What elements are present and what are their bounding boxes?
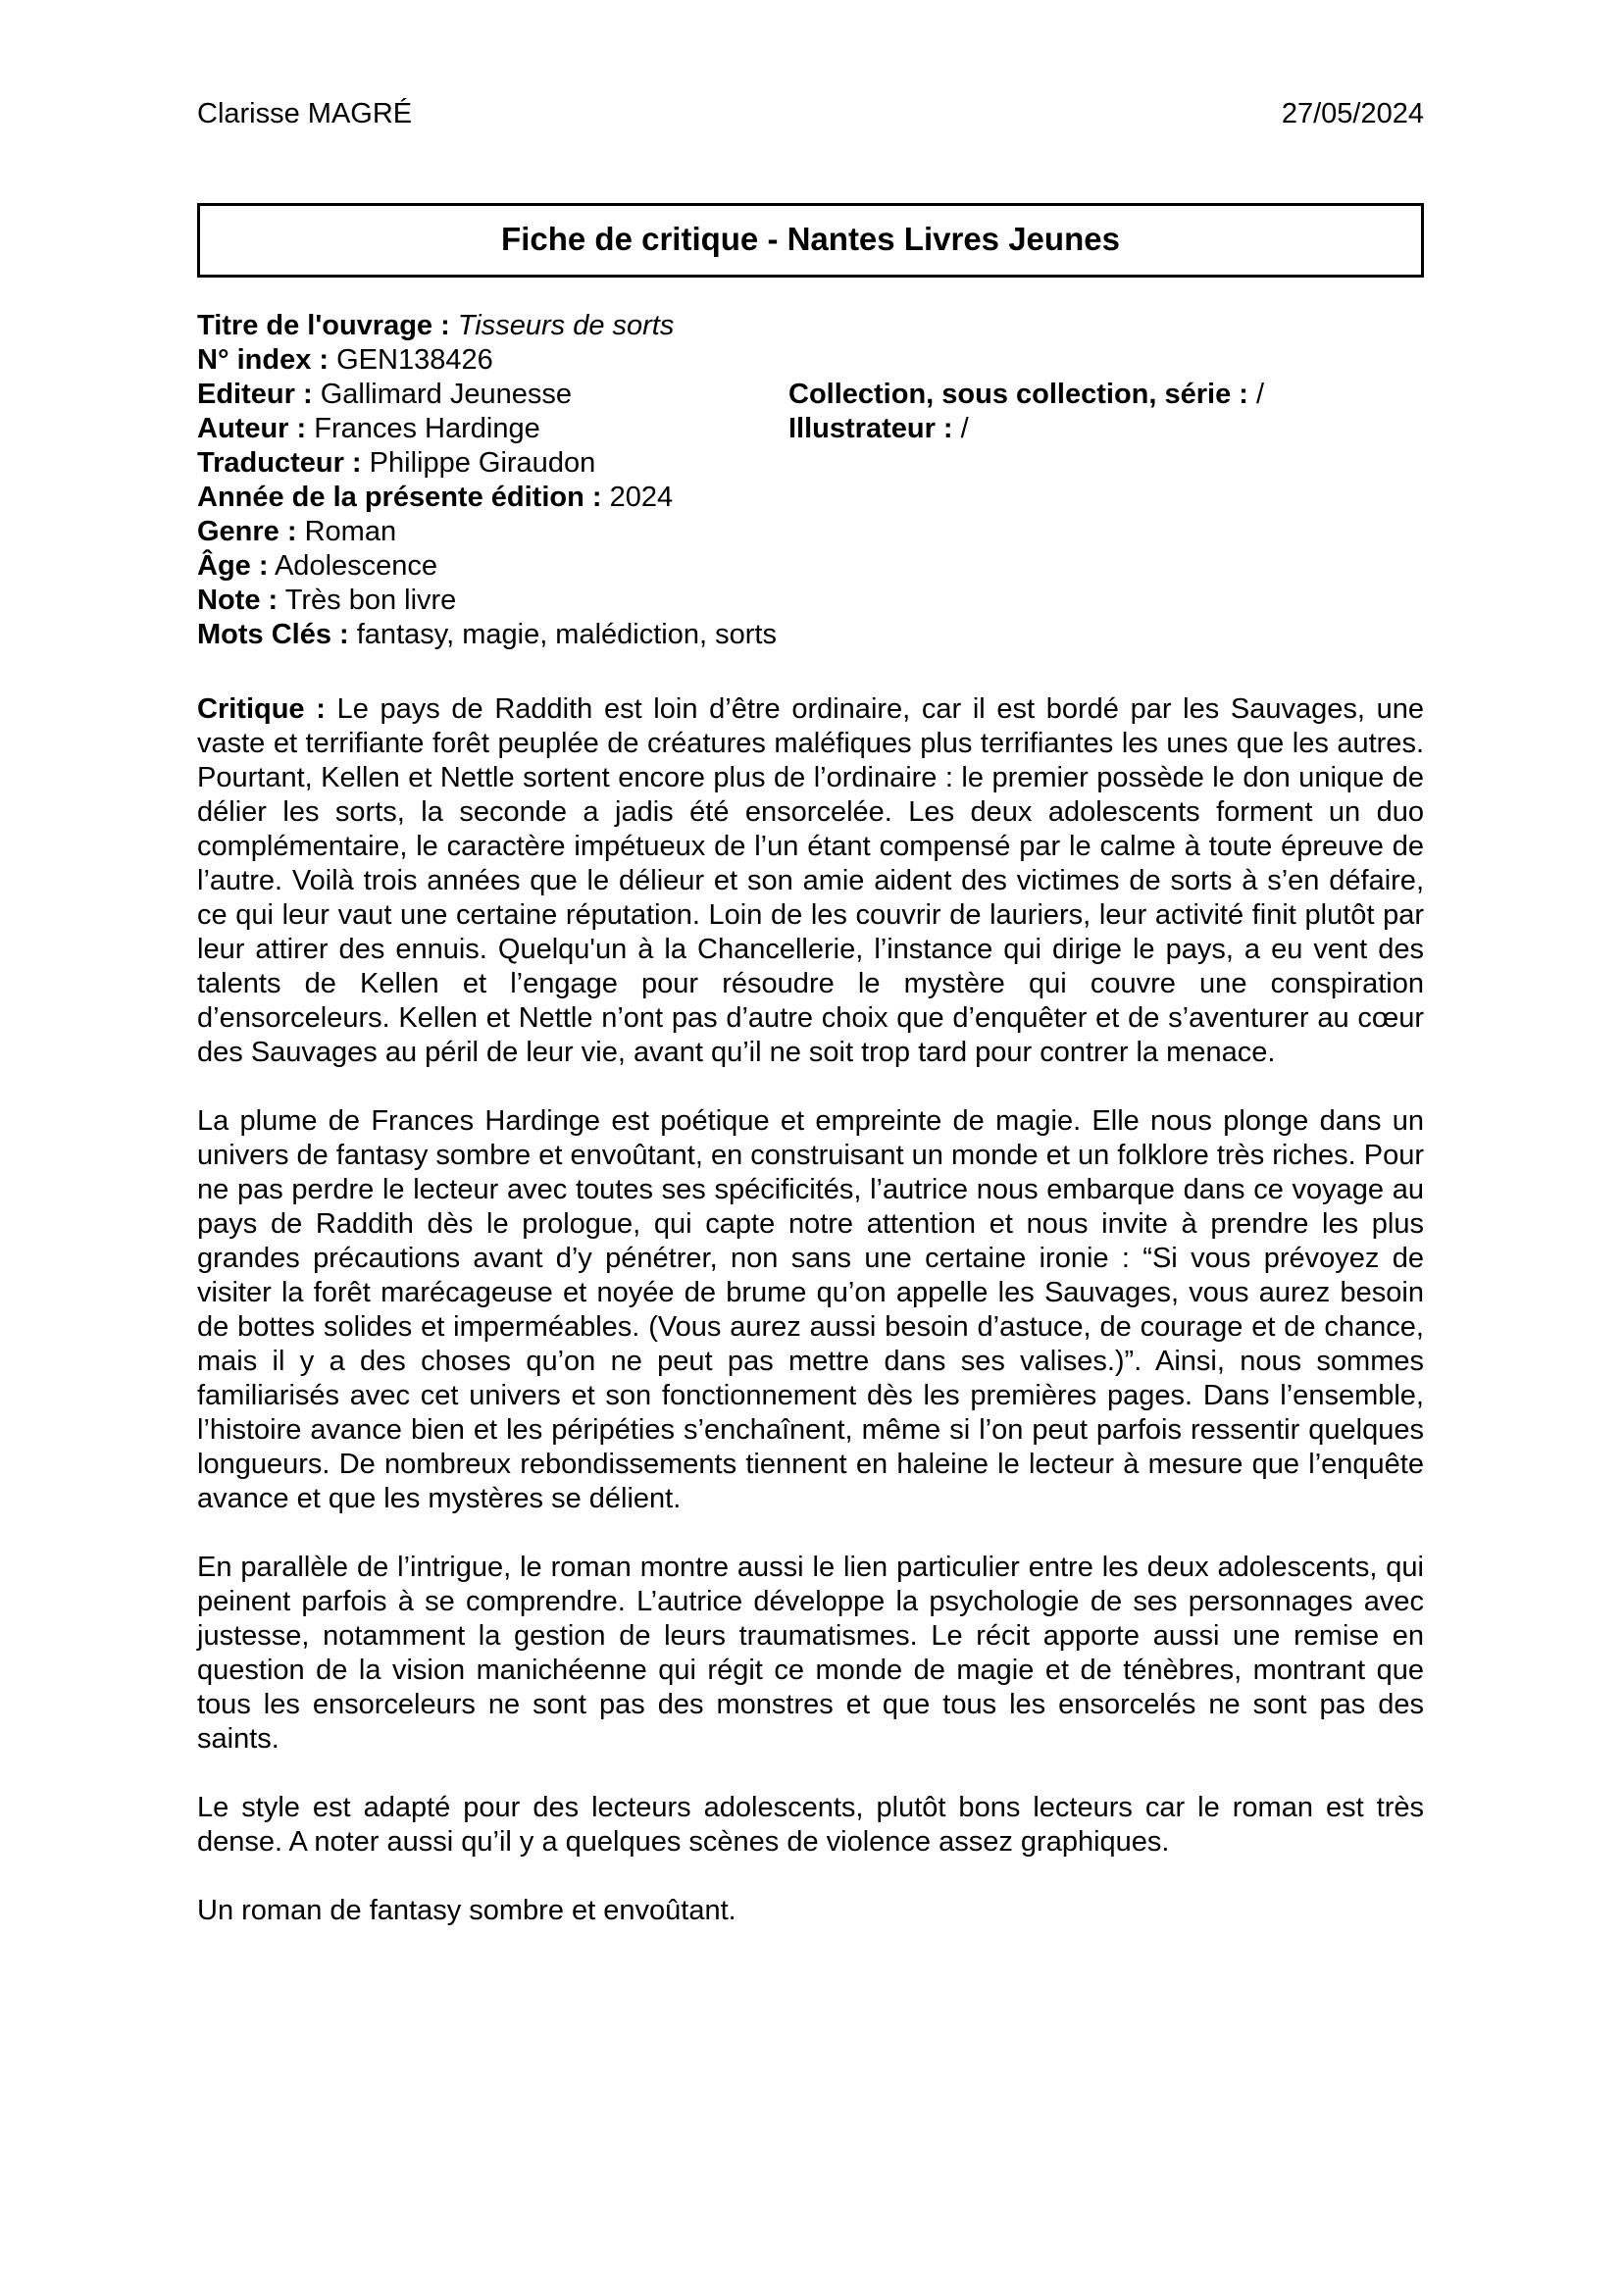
- meta-value-keywords: fantasy, magie, malédiction, sorts: [356, 619, 777, 650]
- meta-label-illustrator: Illustrateur :: [788, 413, 953, 444]
- critique-label: Critique :: [197, 693, 326, 725]
- meta-label-index: N° index :: [197, 344, 330, 376]
- title-box: [197, 203, 1424, 278]
- critique-paragraph: [197, 692, 1424, 1070]
- critique-paragraph: Le style est adapté pour des lecteurs adolescents, plutôt bons lecteurs car le roman est très dense. A noter aussi qu’il y a quelques scènes de violence assez graphiques.: [197, 1792, 1424, 1858]
- meta-value-genre: Roman: [304, 516, 397, 547]
- author-name: Clarisse MAGRÉ: [197, 98, 413, 129]
- meta-row-rating: [197, 584, 1424, 618]
- meta-label-translator: Traducteur :: [197, 447, 362, 479]
- meta-label-author: Auteur :: [197, 413, 307, 444]
- meta-row-keywords: [197, 618, 1424, 652]
- meta-value-collection: /: [1256, 379, 1265, 410]
- meta-row-title: [197, 309, 1424, 343]
- meta-value-rating: Très bon livre: [284, 585, 457, 616]
- meta-value-illustrator: /: [960, 413, 969, 444]
- meta-label-publisher: Editeur :: [197, 379, 313, 410]
- meta-value-title: Tisseurs de sorts: [457, 310, 675, 341]
- meta-label-collection: Collection, sous collection, série :: [788, 379, 1248, 410]
- meta-row-publisher: [197, 378, 1424, 412]
- meta-value-age: Adolescence: [274, 550, 438, 582]
- meta-label-genre: Genre :: [197, 516, 297, 547]
- critique-conclusion: Un roman de fantasy sombre et envoûtant.: [197, 1895, 736, 1926]
- meta-row-author: [197, 412, 1424, 446]
- book-metadata: [197, 309, 1424, 652]
- page-header: [197, 97, 1424, 131]
- meta-value-edition-year: 2024: [609, 482, 674, 513]
- critique-section: [197, 692, 1424, 1963]
- meta-row-genre: [197, 515, 1424, 549]
- critique-paragraph: En parallèle de l’intrigue, le roman montre aussi le lien particulier entre les deux adolescents, qui peinent parfois à se comprendre. L’autrice développe la psychologie de ses personnages avec justesse, notamment la gestion de leurs traumatismes. Le récit apporte aussi une remise en question de la vision manichéenne qui régit ce monde de magie et de ténèbres, montrant que tous les ensorceleurs ne sont pas des monstres et que tous les ensorcelés ne sont pas des saints.: [197, 1552, 1424, 1755]
- critique-paragraph-text: Le pays de Raddith est loin d’être ordinaire, car il est bordé par les Sauvages, une vaste et terrifiante forêt peuplée de créatures maléfiques plus terrifiantes les unes que les autres. Pourtant, Kellen et Nettle sortent encore plus de l’ordinaire : le premier possède le don unique de délier les sorts, la seconde a jadis été ensorcelée. Les deux adolescents forment un duo complémentaire, le caractère impétueux de l’un étant compensé par le calme à toute épreuve de l’autre. Voilà trois années que le délieur et son amie aident des victimes de sorts à s’en défaire, ce qui leur vaut une certaine réputation. Loin de les couvrir de lauriers, leur activité finit plutôt par leur attirer des ennuis. Quelqu'un à la Chancellerie, l’instance qui dirige le pays, a eu vent des talents de Kellen et l’engage pour résoudre le mystère qui couvre une conspiration d’ensorceleurs. Kellen et Nettle n’ont pas d’autre choix que d’enquêter et de s’aventurer au cœur des Sauvages au péril de leur vie, avant qu’il ne soit trop tard pour contrer la menace.: [197, 693, 1424, 1068]
- meta-row-translator: [197, 446, 1424, 481]
- document-title: Fiche de critique - Nantes Livres Jeunes: [501, 221, 1120, 257]
- meta-row-index: [197, 343, 1424, 378]
- meta-label-keywords: Mots Clés :: [197, 619, 349, 650]
- meta-row-edition-year: [197, 481, 1424, 515]
- meta-value-index: GEN138426: [336, 344, 493, 376]
- meta-label-age: Âge :: [197, 550, 269, 582]
- meta-label-rating: Note :: [197, 585, 279, 616]
- meta-value-author: Frances Hardinge: [314, 413, 540, 444]
- meta-value-publisher: Gallimard Jeunesse: [320, 379, 572, 410]
- meta-value-translator: Philippe Giraudon: [369, 447, 596, 479]
- meta-row-age: [197, 549, 1424, 584]
- meta-label-edition-year: Année de la présente édition :: [197, 482, 602, 513]
- meta-label-title: Titre de l'ouvrage :: [197, 310, 450, 341]
- date: 27/05/2024: [1281, 98, 1424, 129]
- critique-paragraph: La plume de Frances Hardinge est poétique et empreinte de magie. Elle nous plonge dans un univers de fantasy sombre et envoûtant, en construisant un monde et un folklore très riches. Pour ne pas perdre le lecteur avec toutes ses spécificités, l’autrice nous embarque dans ce voyage au pays de Raddith dès le prologue, qui capte notre attention et nous invite à prendre les plus grandes précautions avant d’y pénétrer, non sans une certaine ironie : “Si vous prévoyez de visiter la forêt marécageuse et noyée de brume qu’on appelle les Sauvages, vous aurez besoin de bottes solides et imperméables. (Vous aurez aussi besoin d’astuce, de courage et de chance, mais il y a des choses qu’on ne peut pas mettre dans ses valises.)”. Ainsi, nous sommes familiarisés avec cet univers et son fonctionnement dès les premières pages. Dans l’ensemble, l’histoire avance bien et les péripéties s’enchaînent, même si l’on peut parfois ressentir quelques longueurs. De nombreux rebondissements tiennent en haleine le lecteur à mesure que l’enquête avance et que les mystères se délient.: [197, 1105, 1424, 1514]
